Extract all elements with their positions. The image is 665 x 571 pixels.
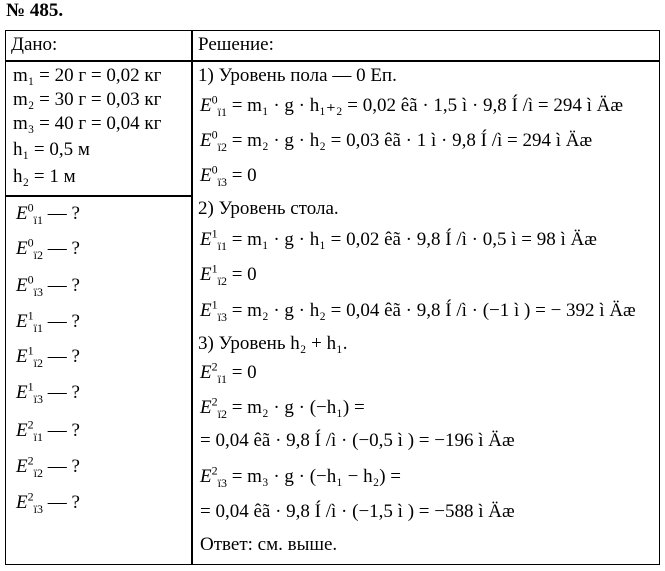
superscript: 0 <box>211 92 218 107</box>
superscript: 0 <box>27 200 34 215</box>
energy-symbol: $E^0_{ï1}$ <box>16 200 43 227</box>
unknown-item <box>16 379 80 406</box>
energy-symbol: $E^0_{ï3}$ <box>16 272 43 299</box>
solution-line: 2) Уровень стола. <box>198 198 339 219</box>
given-item: m₃ = 40 г = 0,04 кг <box>13 113 162 134</box>
subscript: ï1 <box>217 104 227 119</box>
energy-symbol: $E^2_{ï1}$ <box>200 359 227 386</box>
solution-line <box>200 394 365 421</box>
unknown-item <box>16 308 80 335</box>
subscript: ï2 <box>217 273 227 288</box>
superscript: 0 <box>211 127 218 142</box>
subscript: ï3 <box>33 501 43 516</box>
given-header: Дано: <box>11 34 58 55</box>
formula-rest: = 0 <box>226 362 257 383</box>
formula-rest: = m₂ · g · h₂ = 0,03 êã · 1 ì · 9,8 Í /ì = 294 ì Äæ <box>226 130 593 151</box>
formula-rest: — ? <box>42 382 80 403</box>
energy-symbol: $E^2_{ï2}$ <box>16 453 43 480</box>
formula-rest: — ? <box>42 238 80 259</box>
formula-rest: = m₃ · g · (−h₁ − h₂) = <box>226 466 402 487</box>
formula-rest: = m₁ · g · h₁₊₂ = 0,02 êã · 1,5 ì · 9,8 Í /ì = 294 ì Äæ <box>226 95 624 116</box>
solution-line <box>200 92 624 119</box>
solution-line <box>200 297 636 324</box>
superscript: 1 <box>27 343 34 358</box>
unknown-item <box>16 453 80 480</box>
formula-rest: = 0 <box>226 165 257 186</box>
energy-symbol: $E^1_{ï1}$ <box>200 226 227 253</box>
solution-line: = 0,04 êã · 9,8 Í /ì · (−0,5 ì ) = −196 ì Äæ <box>200 430 515 451</box>
formula-rest: = m₂ · g · (−h₁) = <box>226 397 365 418</box>
superscript: 1 <box>27 308 34 323</box>
subscript: ï2 <box>33 355 43 370</box>
formula-rest: — ? <box>42 420 80 441</box>
energy-symbol: $E^1_{ï2}$ <box>200 261 227 288</box>
solution-line <box>200 359 257 386</box>
subscript: ï3 <box>217 309 227 324</box>
superscript: 1 <box>27 379 34 394</box>
solution-header: Решение: <box>198 34 274 55</box>
superscript: 2 <box>211 463 218 478</box>
given-item: h₁ = 0,5 м <box>13 139 90 160</box>
solution-line: 1) Уровень пола — 0 Eп. <box>198 65 397 86</box>
solution-line: Ответ: см. выше. <box>200 534 338 555</box>
superscript: 0 <box>27 272 34 287</box>
solution-line: 3) Уровень h₂ + h₁. <box>198 333 348 354</box>
superscript: 1 <box>211 226 218 241</box>
energy-symbol: $E^1_{ï3}$ <box>200 297 227 324</box>
subscript: ï2 <box>217 406 227 421</box>
energy-symbol: $E^0_{ï1}$ <box>200 92 227 119</box>
superscript: 0 <box>27 235 34 250</box>
subscript: ï2 <box>33 465 43 480</box>
formula-rest: = 0 <box>226 264 257 285</box>
subscript: ï2 <box>33 247 43 262</box>
superscript: 1 <box>211 261 218 276</box>
solution-line <box>200 463 402 490</box>
energy-symbol: $E^1_{ï3}$ <box>16 379 43 406</box>
superscript: 2 <box>27 489 34 504</box>
unknown-item <box>16 417 80 444</box>
subscript: ï1 <box>33 212 43 227</box>
energy-symbol: $E^1_{ï2}$ <box>16 343 43 370</box>
formula-rest: — ? <box>42 346 80 367</box>
energy-symbol: $E^0_{ï3}$ <box>200 162 227 189</box>
superscript: 2 <box>211 394 218 409</box>
solution-line: = 0,04 êã · 9,8 Í /ì · (−1,5 ì ) = −588 ì Äæ <box>200 501 515 522</box>
problem-number: № 485. <box>6 0 64 21</box>
unknown-item <box>16 200 80 227</box>
subscript: ï3 <box>217 174 227 189</box>
superscript: 2 <box>27 417 34 432</box>
unknown-item <box>16 489 80 516</box>
energy-symbol: $E^0_{ï2}$ <box>16 235 43 262</box>
energy-symbol: $E^0_{ï2}$ <box>200 127 227 154</box>
energy-symbol: $E^2_{ï2}$ <box>200 394 227 421</box>
formula-rest: — ? <box>42 492 80 513</box>
superscript: 1 <box>211 297 218 312</box>
subscript: ï1 <box>217 238 227 253</box>
solution-line <box>200 226 597 253</box>
given-item: m₁ = 20 г = 0,02 кг <box>13 65 162 86</box>
energy-symbol: $E^2_{ï3}$ <box>16 489 43 516</box>
solution-line <box>200 261 257 288</box>
given-item: h₂ = 1 м <box>13 166 76 187</box>
subscript: ï1 <box>33 320 43 335</box>
solution-line <box>200 162 257 189</box>
formula-rest: — ? <box>42 275 80 296</box>
energy-symbol: $E^2_{ï1}$ <box>16 417 43 444</box>
unknown-item <box>16 272 80 299</box>
subscript: ï2 <box>217 139 227 154</box>
energy-symbol: $E^1_{ï1}$ <box>16 308 43 335</box>
formula-rest: — ? <box>42 456 80 477</box>
given-divider <box>6 195 191 197</box>
formula-rest: = m₁ · g · h₁ = 0,02 êã · 9,8 Í /ì · 0,5 ì = 98 ì Äæ <box>226 229 597 250</box>
superscript: 2 <box>211 359 218 374</box>
solution-line <box>200 127 593 154</box>
header-divider <box>6 60 659 62</box>
subscript: ï3 <box>217 475 227 490</box>
column-divider <box>191 31 193 564</box>
formula-rest: — ? <box>42 311 80 332</box>
formula-rest: = m₂ · g · h₂ = 0,04 êã · 9,8 Í /ì · (−1 ì ) = − 392 ì Äæ <box>226 300 636 321</box>
superscript: 0 <box>211 162 218 177</box>
superscript: 2 <box>27 453 34 468</box>
solution-table <box>5 30 660 565</box>
given-item: m₂ = 30 г = 0,03 кг <box>13 89 162 110</box>
energy-symbol: $E^2_{ï3}$ <box>200 463 227 490</box>
formula-rest: — ? <box>42 203 80 224</box>
subscript: ï3 <box>33 391 43 406</box>
subscript: ï1 <box>217 371 227 386</box>
unknown-item <box>16 343 80 370</box>
subscript: ï1 <box>33 429 43 444</box>
subscript: ï3 <box>33 284 43 299</box>
unknown-item <box>16 235 80 262</box>
